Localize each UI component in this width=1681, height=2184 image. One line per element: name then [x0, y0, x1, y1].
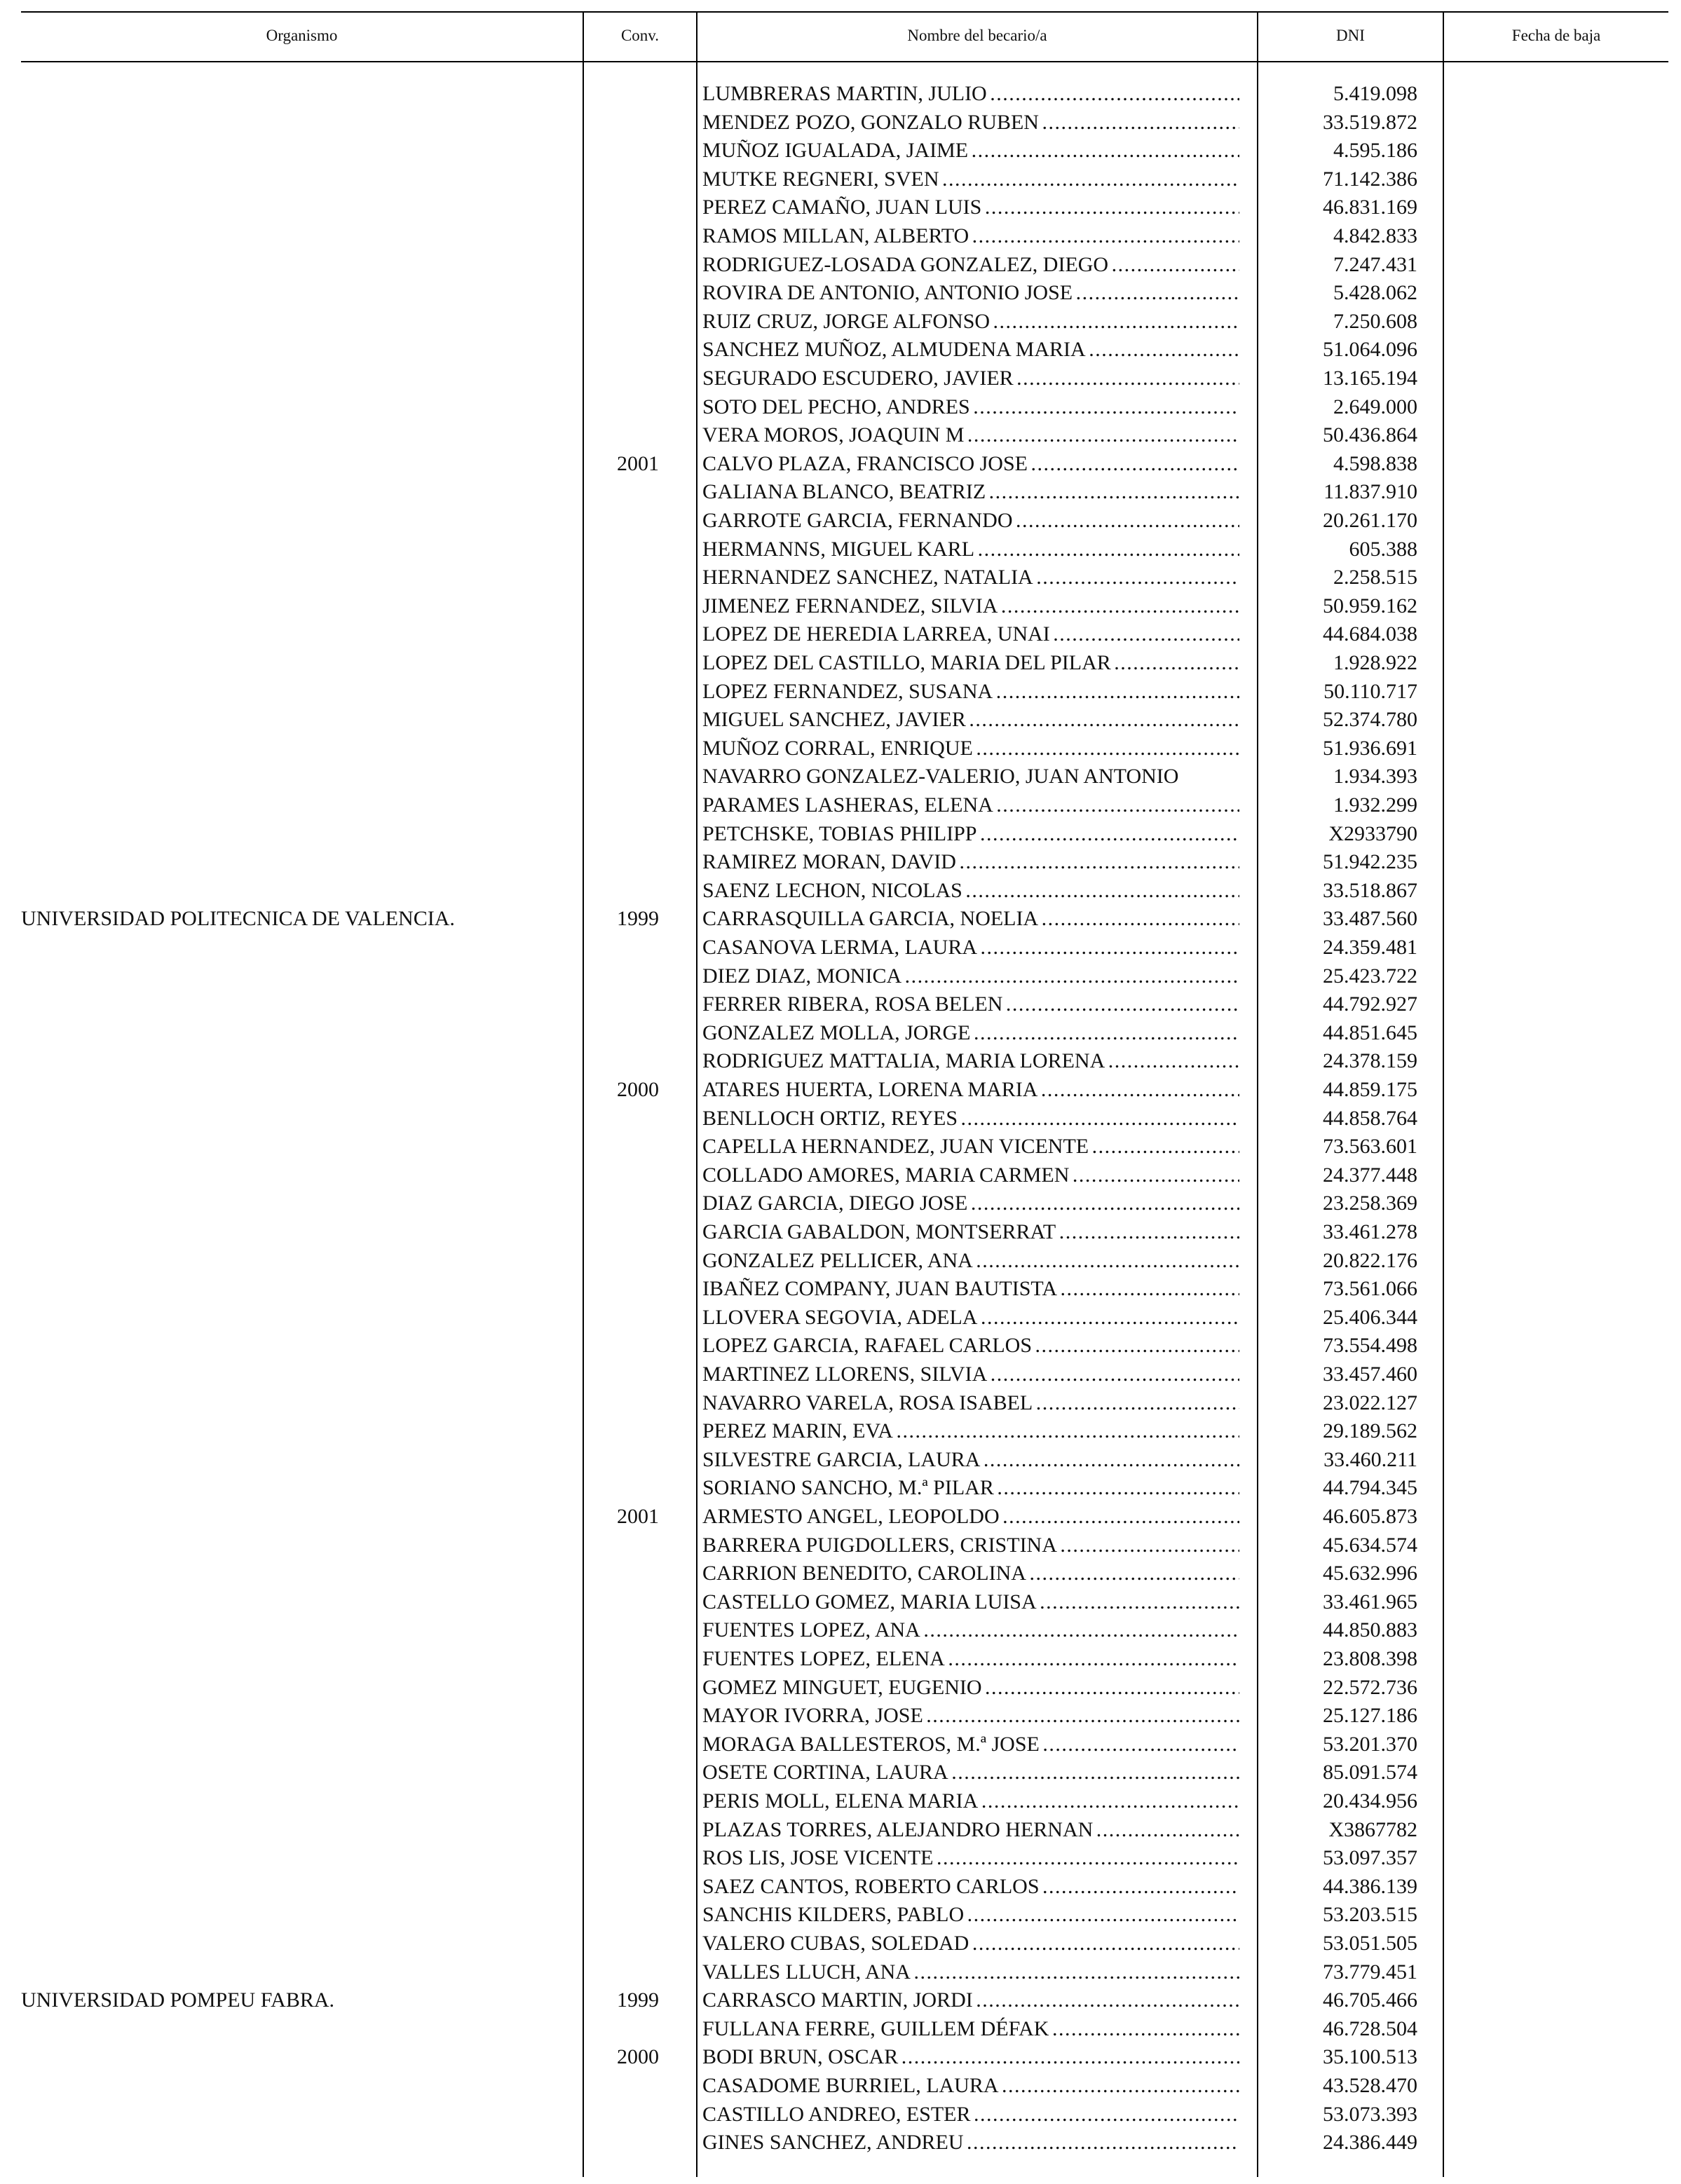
- dni-cell: 53.051.505: [1323, 1932, 1417, 1955]
- dni-cell: 20.434.956: [1323, 1789, 1417, 1813]
- becario-name-cell: CASTILLO ANDREO, ESTER . . .: [702, 2101, 1239, 2129]
- becario-name-cell: PETCHSKE, TOBIAS PHILIPP . . .: [702, 820, 1239, 849]
- becario-name-cell: BODI BRUN, OSCAR . . .: [702, 2043, 1239, 2072]
- dni-cell: 46.728.504: [1323, 2016, 1417, 2040]
- dni-cell: 33.518.867: [1323, 878, 1417, 902]
- becario-name-cell: BENLLOCH ORTIZ, REYES . . .: [702, 1105, 1239, 1133]
- becario-name-cell: FERRER RIBERA, ROSA BELEN . . .: [702, 990, 1239, 1019]
- becario-name-cell: MUTKE REGNERI, SVEN . . .: [702, 165, 1239, 194]
- becario-name-cell: VERA MOROS, JOAQUIN M . . .: [702, 421, 1239, 450]
- dni-cell: 71.142.386: [1323, 167, 1417, 191]
- becario-name-cell: GARROTE GARCIA, FERNANDO . . .: [702, 507, 1239, 535]
- becario-name-cell: MAYOR IVORRA, JOSE . . .: [702, 1702, 1239, 1731]
- column-divider: [583, 11, 584, 2177]
- becario-name-cell: LOPEZ GARCIA, RAFAEL CARLOS . . .: [702, 1332, 1239, 1360]
- conv-year-cell: 2000: [617, 1078, 659, 1101]
- dni-cell: 44.859.175: [1323, 1078, 1417, 1101]
- dni-cell: 24.386.449: [1323, 2131, 1417, 2155]
- organismo-cell: UNIVERSIDAD POMPEU FABRA.: [21, 1988, 334, 2012]
- becario-name-cell: GOMEZ MINGUET, EUGENIO . . .: [702, 1674, 1239, 1702]
- becario-name-cell: PEREZ MARIN, EVA . . .: [702, 1417, 1239, 1446]
- becario-name-cell: VALLES LLUCH, ANA . . .: [702, 1958, 1239, 1987]
- dni-cell: 45.632.996: [1323, 1562, 1417, 1585]
- becario-name-cell: RODRIGUEZ MATTALIA, MARIA LORENA . . .: [702, 1047, 1239, 1076]
- dni-cell: 33.457.460: [1323, 1363, 1417, 1386]
- dni-cell: 23.808.398: [1323, 1647, 1417, 1670]
- becario-name-cell: COLLADO AMORES, MARIA CARMEN . . .: [702, 1161, 1239, 1190]
- becario-name-cell: CALVO PLAZA, FRANCISCO JOSE . . .: [702, 450, 1239, 479]
- becario-name-cell: SANCHIS KILDERS, PABLO . . .: [702, 1901, 1239, 1930]
- becario-name-cell: HERMANNS, MIGUEL KARL . . .: [702, 535, 1239, 564]
- dni-cell: 52.374.780: [1323, 708, 1417, 732]
- dni-cell: 25.406.344: [1323, 1305, 1417, 1329]
- dni-cell: 50.110.717: [1323, 679, 1417, 703]
- dni-cell: 33.460.211: [1323, 1447, 1417, 1471]
- dni-cell: 7.250.608: [1333, 309, 1417, 333]
- dni-cell: X3867782: [1328, 1817, 1417, 1841]
- header-conv: Conv.: [620, 27, 660, 44]
- becario-name-cell: MARTINEZ LLORENS, SILVIA . . .: [702, 1360, 1239, 1389]
- becario-name-cell: NAVARRO GONZALEZ-VALERIO, JUAN ANTONIO: [702, 765, 1179, 789]
- dni-cell: 51.064.096: [1323, 338, 1417, 362]
- dni-cell: 7.247.431: [1333, 252, 1417, 276]
- dni-cell: 13.165.194: [1323, 367, 1417, 390]
- becario-name-cell: FUENTES LOPEZ, ANA . . .: [702, 1616, 1239, 1645]
- dni-cell: 51.936.691: [1323, 736, 1417, 760]
- dni-cell: 73.554.498: [1323, 1334, 1417, 1358]
- dni-cell: 20.822.176: [1323, 1248, 1417, 1272]
- conv-year-cell: 1999: [617, 907, 659, 931]
- becario-name-cell: MENDEZ POZO, GONZALO RUBEN . . .: [702, 109, 1239, 137]
- header-fecha-baja: Fecha de baja: [1511, 27, 1601, 44]
- becario-name-cell: SAEZ CANTOS, ROBERTO CARLOS . . .: [702, 1873, 1239, 1902]
- becario-name-cell: GALIANA BLANCO, BEATRIZ . . .: [702, 478, 1239, 507]
- dni-cell: 51.942.235: [1323, 850, 1417, 874]
- becario-name-cell: CASANOVA LERMA, LAURA . . .: [702, 934, 1239, 962]
- dni-cell: 85.091.574: [1323, 1761, 1417, 1784]
- dni-cell: 2.258.515: [1333, 566, 1417, 589]
- dni-cell: 50.436.864: [1323, 423, 1417, 447]
- dni-cell: 20.261.170: [1323, 509, 1417, 532]
- becario-name-cell: RAMIREZ MORAN, DAVID . . .: [702, 848, 1239, 877]
- dni-cell: 33.519.872: [1323, 110, 1417, 134]
- header-organismo: Organismo: [266, 27, 338, 44]
- becario-name-cell: RAMOS MILLAN, ALBERTO . . .: [702, 222, 1239, 251]
- dni-cell: 605.388: [1349, 537, 1417, 561]
- becario-name-cell: SEGURADO ESCUDERO, JAVIER . . .: [702, 364, 1239, 393]
- conv-year-cell: 1999: [617, 1988, 659, 2012]
- dni-cell: 2.649.000: [1333, 395, 1417, 418]
- dni-cell: 46.831.169: [1323, 196, 1417, 219]
- becario-name-cell: JIMENEZ FERNANDEZ, SILVIA . . .: [702, 592, 1239, 621]
- becario-name-cell: GARCIA GABALDON, MONTSERRAT . . .: [702, 1218, 1239, 1247]
- dni-cell: 73.561.066: [1323, 1277, 1417, 1301]
- dni-cell: 24.359.481: [1323, 936, 1417, 959]
- dni-cell: 53.201.370: [1323, 1732, 1417, 1756]
- becario-name-cell: LLOVERA SEGOVIA, ADELA . . .: [702, 1304, 1239, 1332]
- dni-cell: 5.428.062: [1333, 281, 1417, 305]
- becario-name-cell: FUENTES LOPEZ, ELENA . . .: [702, 1645, 1239, 1674]
- header-nombre: Nombre del becario/a: [907, 27, 1047, 44]
- becario-name-cell: GINES SANCHEZ, ANDREU . . .: [702, 2129, 1239, 2157]
- becario-name-cell: ARMESTO ANGEL, LEOPOLDO . . .: [702, 1503, 1239, 1531]
- dni-cell: 43.528.470: [1323, 2074, 1417, 2097]
- dni-cell: 29.189.562: [1323, 1419, 1417, 1443]
- becario-name-cell: SOTO DEL PECHO, ANDRES . . .: [702, 393, 1239, 422]
- becario-name-cell: CARRASCO MARTIN, JORDI . . .: [702, 1986, 1239, 2015]
- becario-name-cell: CARRASQUILLA GARCIA, NOELIA . . .: [702, 905, 1239, 934]
- dni-cell: 44.792.927: [1323, 992, 1417, 1016]
- dni-cell: 44.850.883: [1323, 1618, 1417, 1642]
- organismo-cell: UNIVERSIDAD POLITECNICA DE VALENCIA.: [21, 907, 455, 931]
- becario-name-cell: RUIZ CRUZ, JORGE ALFONSO . . .: [702, 308, 1239, 336]
- dni-cell: 4.598.838: [1333, 451, 1417, 475]
- becario-name-cell: RODRIGUEZ-LOSADA GONZALEZ, DIEGO . . .: [702, 251, 1239, 280]
- becario-name-cell: ROS LIS, JOSE VICENTE . . .: [702, 1844, 1239, 1873]
- becario-name-cell: SORIANO SANCHO, M.ª PILAR . . .: [702, 1474, 1239, 1503]
- dni-cell: 44.851.645: [1323, 1021, 1417, 1044]
- document-page: [21, 11, 1668, 2177]
- header-top-rule: [21, 11, 1668, 13]
- becario-name-cell: GONZALEZ MOLLA, JORGE . . .: [702, 1019, 1239, 1048]
- dni-cell: 4.842.833: [1333, 224, 1417, 247]
- becario-name-cell: MIGUEL SANCHEZ, JAVIER . . .: [702, 706, 1239, 735]
- becario-name-cell: MUÑOZ IGUALADA, JAIME . . .: [702, 137, 1239, 165]
- dni-cell: 46.605.873: [1323, 1505, 1417, 1528]
- dni-cell: 4.595.186: [1333, 139, 1417, 163]
- becario-name-cell: ROVIRA DE ANTONIO, ANTONIO JOSE . . .: [702, 279, 1239, 308]
- becario-name-cell: OSETE CORTINA, LAURA . . .: [702, 1759, 1239, 1787]
- becario-name-cell: CASTELLO GOMEZ, MARIA LUISA . . .: [702, 1588, 1239, 1617]
- becario-name-cell: SILVESTRE GARCIA, LAURA . . .: [702, 1446, 1239, 1475]
- becario-name-cell: MORAGA BALLESTEROS, M.ª JOSE . . .: [702, 1731, 1239, 1759]
- becario-name-cell: LOPEZ DE HEREDIA LARREA, UNAI . . .: [702, 620, 1239, 649]
- becario-name-cell: HERNANDEZ SANCHEZ, NATALIA . . .: [702, 564, 1239, 592]
- dni-cell: 44.386.139: [1323, 1874, 1417, 1898]
- dni-cell: 24.377.448: [1323, 1163, 1417, 1187]
- dni-cell: 73.779.451: [1323, 1960, 1417, 1984]
- dni-cell: 44.794.345: [1323, 1476, 1417, 1500]
- becario-name-cell: LOPEZ FERNANDEZ, SUSANA . . .: [702, 678, 1239, 707]
- becario-name-cell: IBAÑEZ COMPANY, JUAN BAUTISTA . . .: [702, 1275, 1239, 1304]
- becario-name-cell: VALERO CUBAS, SOLEDAD . . .: [702, 1930, 1239, 1958]
- becario-name-cell: PLAZAS TORRES, ALEJANDRO HERNAN . . .: [702, 1816, 1239, 1845]
- becario-name-cell: GONZALEZ PELLICER, ANA . . .: [702, 1247, 1239, 1276]
- dni-cell: 5.419.098: [1333, 82, 1417, 105]
- dni-cell: 33.461.965: [1323, 1590, 1417, 1613]
- conv-year-cell: 2000: [617, 2045, 659, 2069]
- becario-name-cell: CARRION BENEDITO, CAROLINA . . .: [702, 1559, 1239, 1588]
- dni-cell: 1.928.922: [1333, 651, 1417, 674]
- becario-name-cell: SANCHEZ MUÑOZ, ALMUDENA MARIA . . .: [702, 336, 1239, 364]
- conv-year-cell: 2001: [617, 451, 659, 475]
- dni-cell: 1.934.393: [1333, 765, 1417, 789]
- becario-name-cell: FULLANA FERRE, GUILLEM DÉFAK . . .: [702, 2015, 1239, 2044]
- dni-cell: 33.461.278: [1323, 1220, 1417, 1243]
- dni-cell: 53.073.393: [1323, 2102, 1417, 2126]
- dni-cell: 46.705.466: [1323, 1988, 1417, 2012]
- dni-cell: 44.858.764: [1323, 1106, 1417, 1130]
- dni-cell: 45.634.574: [1323, 1533, 1417, 1557]
- dni-cell: 23.022.127: [1323, 1391, 1417, 1414]
- dni-cell: 25.127.186: [1323, 1704, 1417, 1728]
- dni-cell: 53.097.357: [1323, 1846, 1417, 1870]
- dni-cell: 73.563.601: [1323, 1135, 1417, 1159]
- dni-cell: 33.487.560: [1323, 907, 1417, 931]
- becario-name-cell: DIEZ DIAZ, MONICA . . .: [702, 962, 1239, 991]
- dni-cell: 23.258.369: [1323, 1192, 1417, 1215]
- dni-cell: 1.932.299: [1333, 793, 1417, 817]
- dni-cell: 44.684.038: [1323, 622, 1417, 646]
- dni-cell: 22.572.736: [1323, 1675, 1417, 1699]
- dni-cell: 24.378.159: [1323, 1049, 1417, 1073]
- header-bottom-rule: [21, 61, 1668, 62]
- becario-name-cell: LOPEZ DEL CASTILLO, MARIA DEL PILAR . . .: [702, 649, 1239, 678]
- becario-name-cell: ATARES HUERTA, LORENA MARIA . . .: [702, 1076, 1239, 1105]
- becario-name-cell: CAPELLA HERNANDEZ, JUAN VICENTE . . .: [702, 1133, 1239, 1161]
- becario-name-cell: CASADOME BURRIEL, LAURA . . .: [702, 2072, 1239, 2101]
- becario-name-cell: NAVARRO VARELA, ROSA ISABEL . . .: [702, 1389, 1239, 1418]
- becario-name-cell: PARAMES LASHERAS, ELENA . . .: [702, 791, 1239, 820]
- column-divider: [1443, 11, 1444, 2177]
- becario-name-cell: DIAZ GARCIA, DIEGO JOSE . . .: [702, 1189, 1239, 1218]
- column-divider: [1257, 11, 1258, 2177]
- dni-cell: 50.959.162: [1323, 594, 1417, 617]
- header-dni: DNI: [1336, 27, 1365, 44]
- becario-name-cell: PERIS MOLL, ELENA MARIA . . .: [702, 1787, 1239, 1816]
- becario-name-cell: MUÑOZ CORRAL, ENRIQUE . . .: [702, 735, 1239, 763]
- dni-cell: 25.423.722: [1323, 964, 1417, 988]
- becario-name-cell: BARRERA PUIGDOLLERS, CRISTINA . . .: [702, 1531, 1239, 1560]
- becario-name-cell: PEREZ CAMAÑO, JUAN LUIS . . .: [702, 193, 1239, 222]
- becario-name-cell: SAENZ LECHON, NICOLAS . . .: [702, 877, 1239, 906]
- conv-year-cell: 2001: [617, 1505, 659, 1528]
- dni-cell: 11.837.910: [1323, 480, 1417, 504]
- dni-cell: 53.203.515: [1323, 1903, 1417, 1927]
- column-divider: [696, 11, 697, 2177]
- becario-name-cell: LUMBRERAS MARTIN, JULIO . . .: [702, 80, 1239, 109]
- dni-cell: X2933790: [1328, 821, 1417, 845]
- dni-cell: 35.100.513: [1323, 2045, 1417, 2069]
